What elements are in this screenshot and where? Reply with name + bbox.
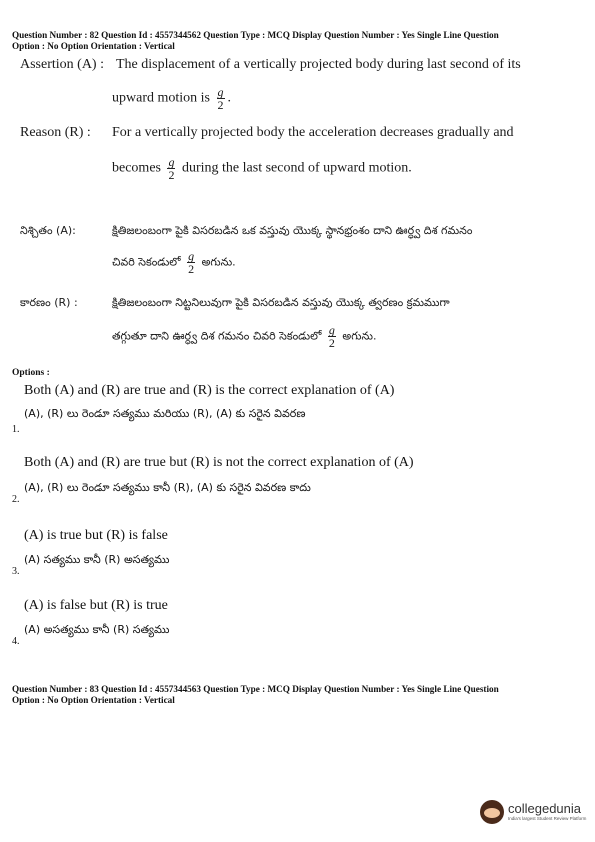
assertion-te-text-2: చివరి సెకండులో [112, 255, 181, 269]
assertion-text-line2: upward motion is $\frac{g}{2}$ . [112, 85, 231, 112]
g-over-2-fraction [217, 86, 225, 111]
option-2-en: Both (A) and (R) are true but (R) is not the correct explanation of (A) [24, 455, 414, 470]
g-over-2-fraction [187, 250, 195, 275]
reason-text-line2 [112, 156, 412, 181]
option-2-number: 2. [12, 494, 20, 505]
option-3-number: 3. [12, 566, 20, 577]
logo-text [508, 802, 586, 822]
g-over-2-fraction [167, 156, 175, 181]
frac-num: g [188, 249, 195, 263]
meta-line-2: Option : No Option Orientation : Vertical [12, 694, 175, 705]
meta-line-1: Question Number : 82 Question Id : 4557344562 Question Type : MCQ Display Question Number : Yes Single Line Question [12, 30, 499, 40]
question-82-meta [12, 30, 587, 51]
frac-num: g [328, 323, 335, 337]
option-4-en: (A) is false but (R) is true [24, 598, 168, 613]
option-3-te: (A) సత్యము కానీ (R) అసత్యము [24, 553, 170, 566]
reason-text-2a: becomes [112, 160, 161, 176]
option-1-number: 1. [12, 424, 20, 435]
option-1-te: (A), (R) లు రెండూ సత్యము మరియు (R), (A) కు సరైన వివరణ [24, 407, 306, 420]
option-4-te: (A) అసత్యము కానీ (R) సత్యము [24, 623, 170, 636]
reason-te-text: క్షితిజలంబంగా నిట్టనిలువుగా పైకి విసరబడిన వస్తువు యొక్క త్వరణం క్రమముగా [112, 296, 450, 309]
frac-den: 2 [328, 336, 335, 350]
assertion-text: The displacement of a vertically projected body during last second of its [116, 57, 521, 72]
assertion-text-2: upward motion is [112, 90, 210, 106]
reason-text: For a vertically projected body the acceleration decreases gradually and [112, 125, 514, 140]
option-1-en: Both (A) and (R) are true and (R) is the correct explanation of (A) [24, 383, 395, 398]
frac-den: 2 [188, 262, 195, 276]
frac-num: g [217, 85, 224, 99]
frac-num: g [168, 155, 175, 169]
assertion-te-line2 [112, 250, 236, 275]
meta-line-2: Option : No Option Orientation : Vertical [12, 40, 175, 51]
reason-te-text-3: అగును. [342, 329, 377, 343]
assertion-label: Assertion (A) : [20, 57, 104, 72]
meta-line-1: Question Number : 83 Question Id : 4557344563 Question Type : MCQ Display Question Number : Yes Single Line Question [12, 684, 499, 694]
logo-name: collegedunia [508, 801, 582, 816]
reason-te-text-2: తగ్గుతూ దాని ఊర్ధ్వ దిశ గమనం చివరి సెకండులో [112, 329, 322, 343]
g-over-2-fraction [328, 324, 336, 349]
reason-label: Reason (R) : [20, 125, 91, 140]
assertion-te-text-3: అగును. [201, 255, 236, 269]
student-mascot-icon [480, 800, 504, 824]
assertion-te-text: క్షితిజలంబంగా పైకి విసరబడిన ఒక వస్తువు యొక్క స్థానభ్రంశం దాని ఊర్ధ్వ దిశ గమనం [112, 224, 473, 237]
question-83-meta [12, 684, 587, 705]
assertion-te-label: నిశ్చితం (A): [20, 224, 76, 237]
reason-text-2b: during the last second of upward motion. [181, 160, 412, 176]
option-4-number: 4. [12, 636, 20, 647]
option-3-en: (A) is true but (R) is false [24, 528, 168, 543]
frac-den: 2 [168, 168, 175, 182]
frac-den: 2 [217, 98, 224, 112]
option-2-te: (A), (R) లు రెండూ సత్యము కానీ (R), (A) కు సరైన వివరణ కాదు [24, 481, 311, 494]
logo-tagline: India's largest Student Review Platform [508, 816, 587, 821]
collegedunia-logo [480, 800, 586, 824]
reason-te-line2 [112, 324, 376, 349]
reason-te-label: కారణం (R) : [20, 296, 78, 309]
options-heading: Options : [12, 368, 50, 378]
